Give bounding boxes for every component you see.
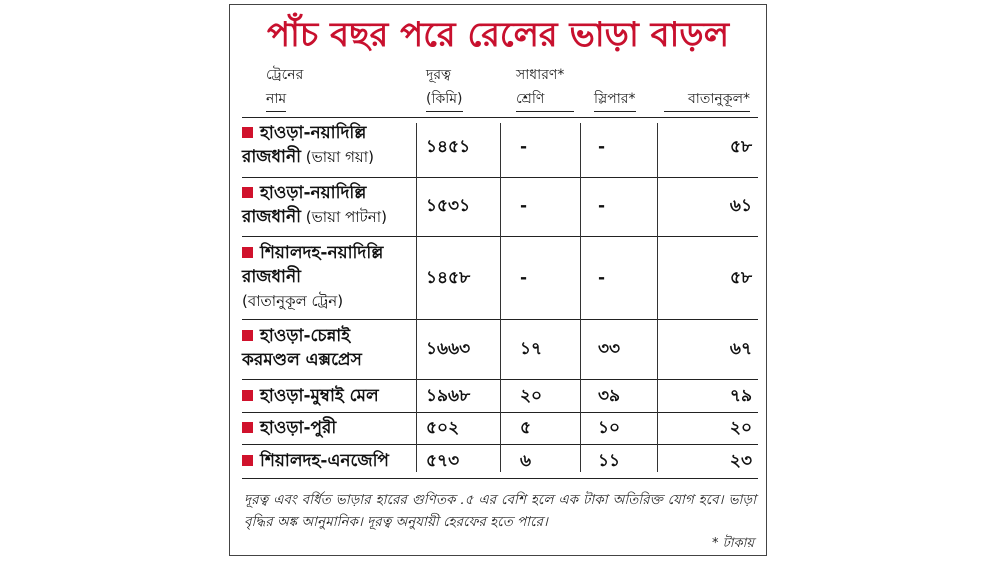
header-general <box>516 63 574 112</box>
train-name-row-4: হাওড়া-চেন্নাই করমণ্ডল এক্সপ্রেস <box>242 326 362 370</box>
sleeper-row-6: ১০ <box>598 418 621 438</box>
bullet-square-icon <box>242 422 253 433</box>
distance-row-4: ১৬৬৩ <box>426 339 471 359</box>
sleeper-row-5: ৩৯ <box>598 386 621 406</box>
general-row-1: - <box>520 137 528 157</box>
column-divider <box>416 123 417 472</box>
sleeper-row-1: - <box>598 137 606 157</box>
column-divider <box>657 123 658 472</box>
distance-row-5: ১৯৬৮ <box>426 386 471 406</box>
general-row-7: ৬ <box>520 451 532 471</box>
ac-row-6: ২০ <box>729 418 752 438</box>
ac-row-1: ৫৮ <box>729 137 752 157</box>
column-divider <box>500 123 501 472</box>
bullet-square-icon <box>242 390 253 401</box>
train-name-row-2: হাওড়া-নয়াদিল্লি রাজধানী (ভায়া পাটনা) <box>242 183 387 227</box>
header-name-line1: ট্রেনের <box>266 67 304 83</box>
bullet-square-icon <box>242 187 253 198</box>
train-name-row-5: হাওড়া-মুম্বাই মেল <box>242 384 379 408</box>
page-title: পাঁচ বছর পরে রেলের ভাড়া বাড়ল <box>266 15 730 55</box>
bullet-square-icon <box>242 455 253 466</box>
header-train-name <box>266 63 303 112</box>
header-sleeper: স্লিপার* <box>594 87 636 112</box>
currency-footnote: * টাকায় <box>711 536 754 551</box>
ac-row-3: ৫৮ <box>729 268 752 288</box>
row-divider <box>242 478 758 479</box>
ac-row-7: ২৩ <box>729 451 752 471</box>
ac-row-4: ৬৭ <box>729 339 752 359</box>
sleeper-row-4: ৩৩ <box>598 339 621 359</box>
distance-row-6: ৫০২ <box>426 418 460 438</box>
bullet-square-icon <box>242 330 253 341</box>
bullet-square-icon <box>242 247 253 258</box>
ac-row-5: ৭৯ <box>729 386 752 406</box>
sleeper-row-7: ১১ <box>598 451 621 471</box>
header-distance-line2: (কিমি) <box>426 87 463 112</box>
train-name-row-7: শিয়ালদহ-এনজেপি <box>242 449 389 473</box>
header-general-line2: শ্রেণি <box>516 87 574 112</box>
sleeper-row-2: - <box>598 196 606 216</box>
header-ac: বাতানুকূল* <box>664 87 750 112</box>
header-distance <box>426 63 463 112</box>
general-row-2: - <box>520 196 528 216</box>
row-divider <box>242 117 758 118</box>
general-row-4: ১৭ <box>520 339 543 359</box>
header-distance-line1: দূরত্ব <box>426 67 452 83</box>
header-general-line1: সাধারণ* <box>516 67 565 83</box>
general-row-6: ৫ <box>520 418 532 438</box>
distance-row-7: ৫৭৩ <box>426 451 460 471</box>
footer-note: দূরত্ব এবং বর্ধিত ভাড়ার হারের গুণিতক .৫ এর বেশি হলে এক টাকা অতিরিক্ত যোগ হবে। ভাড়া বৃদ্ধির অঙ্ক আনুমানিক। দূরত্ব অনুযায়ী হেরফের হতে পারে। <box>244 492 756 530</box>
bullet-square-icon <box>242 127 253 138</box>
train-name-row-3: শিয়ালদহ-নয়াদিল্লি রাজধানী (বাতানুকূল ট্রেন) <box>242 243 384 310</box>
train-name-row-6: হাওড়া-পুরী <box>242 416 336 440</box>
sleeper-row-3: - <box>598 268 606 288</box>
general-row-5: ২০ <box>520 386 543 406</box>
header-name-line2: নাম <box>266 87 286 112</box>
distance-row-2: ১৫৩১ <box>426 196 471 216</box>
fare-table-card <box>229 4 767 556</box>
ac-row-2: ৬১ <box>729 196 752 216</box>
distance-row-1: ১৪৫১ <box>426 137 471 157</box>
train-name-row-1: হাওড়া-নয়াদিল্লি রাজধানী (ভায়া গয়া) <box>242 123 374 167</box>
distance-row-3: ১৪৫৮ <box>426 268 471 288</box>
general-row-3: - <box>520 268 528 288</box>
column-divider <box>580 123 581 472</box>
